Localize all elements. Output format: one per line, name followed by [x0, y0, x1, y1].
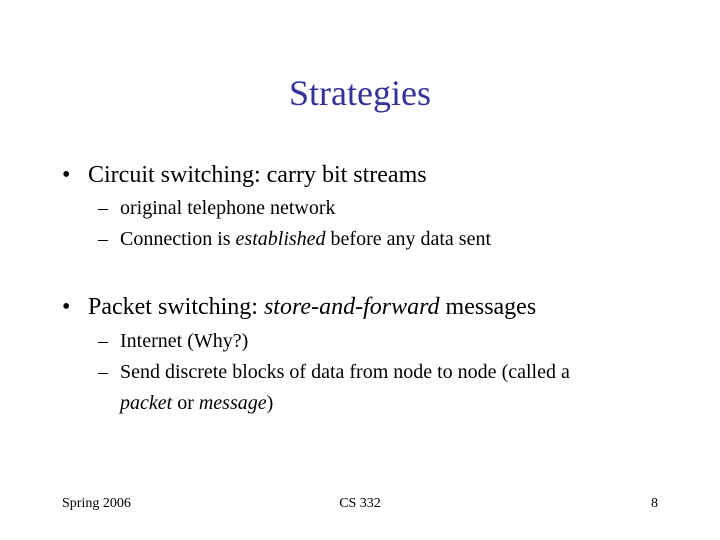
sub-bullet-em-message: message: [198, 392, 267, 414]
sub-bullet-text: Internet (Why?): [120, 330, 249, 352]
bullet-circuit-switching: [62, 160, 427, 190]
sub-bullet-text-pre: Connection is: [120, 228, 236, 250]
dash-mark: –: [98, 228, 108, 250]
bullet-text-em: store-and-forward: [263, 294, 440, 320]
sub-bullet-internet: [98, 326, 248, 357]
footer-date: Spring 2006: [62, 496, 131, 511]
bullet-text-post: messages: [439, 294, 537, 320]
sub-bullet-text-post: before any data sent: [325, 228, 492, 250]
dash-mark: –: [98, 361, 108, 383]
sub-bullet-em-packet: packet: [120, 392, 173, 414]
footer-page-number: 8: [651, 496, 658, 511]
bullet-packet-switching: [62, 292, 536, 322]
bullet-text-pre: Packet switching:: [88, 294, 264, 320]
sub-bullet-mid: or: [172, 392, 199, 414]
sub-bullet-telephone: [98, 193, 336, 224]
sub-bullet-text-em: established: [235, 228, 326, 250]
dash-mark: –: [98, 330, 108, 352]
bullet-text: Circuit switching: carry bit streams: [88, 162, 427, 188]
sub-bullet-continuation: [98, 388, 570, 419]
bullet-mark: •: [62, 162, 71, 188]
sub-bullet-end: ): [266, 392, 274, 414]
footer-course: CS 332: [339, 496, 381, 511]
sub-bullet-discrete-blocks: [98, 357, 570, 419]
sub-bullet-text-line1: Send discrete blocks of data from node to node (called a: [120, 361, 570, 383]
slide-title: Strategies: [289, 73, 431, 113]
sub-bullet-text: original telephone network: [120, 197, 336, 219]
sub-bullet-connection: [98, 224, 491, 255]
bullet-mark: •: [62, 294, 71, 320]
dash-mark: –: [98, 197, 108, 219]
